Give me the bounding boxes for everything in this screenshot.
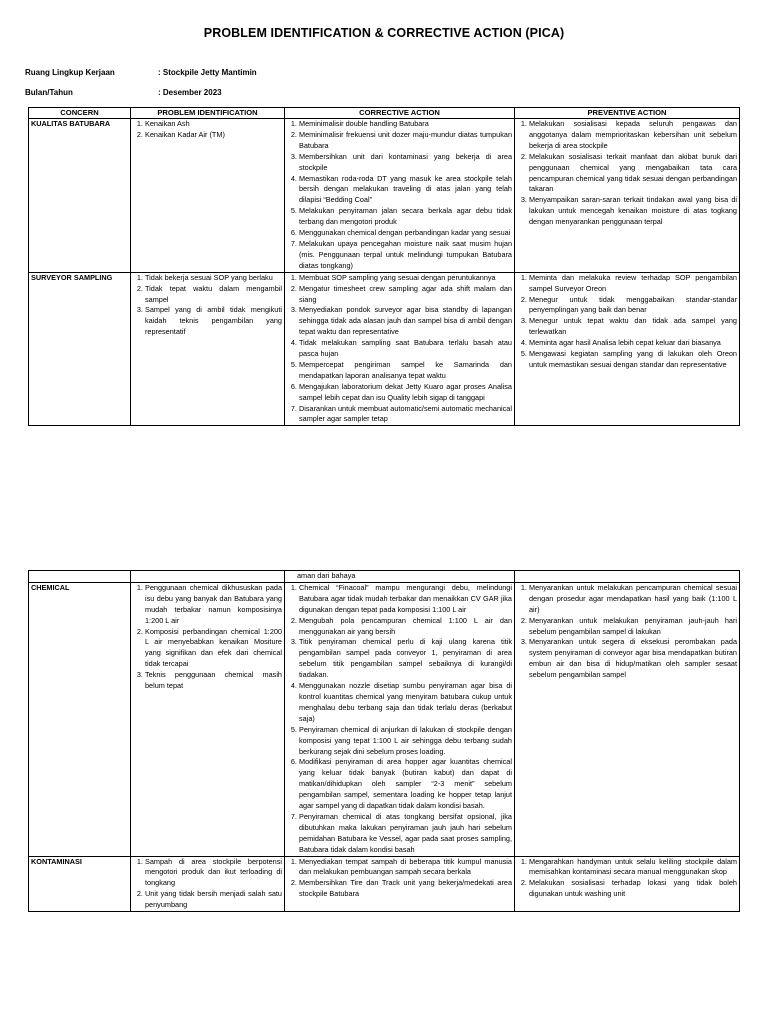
list-item: 1. Menyarankan untuk melakukan pencampuran chemical sesuai dengan prosedur agar mendapatkan hasil yang baik (1:100 L air) [529,583,737,616]
list-item: 3. Sampel yang di ambil tidak mengikuti kaidah teknis pengambilan yang representatif [145,305,282,338]
header-row [29,108,740,119]
list-item: 5. Melakukan penyiraman jalan secara berkala agar debu tidak terbang dan mengotori produk [299,206,512,228]
concern-cell: KUALITAS BATUBARA [29,119,131,273]
list-item: 4. Tidak melakukan sampling saat Batubara terlalu basah atau pasca hujan [299,338,512,360]
list-item: 1. Mengarahkan handyman untuk selalu keliling stockpile dalam memisahkan kontaminasi secara manual menggunakan skop [529,857,737,879]
continued-cell: aman dari bahaya [285,571,515,583]
list-item: 2. Meminimalisir frekuensi unit dozer maju-mundur diatas tumpukan Batubara [299,130,512,152]
list-item: 2. Mengubah pola pencampuran chemical 1:100 L air dan menggunakan air yang bersih [299,616,512,638]
table-row [29,582,740,856]
list-item: 1. Tidak bekerja sesuai SOP yang berlaku [145,273,282,284]
list-item: 2. Menegur untuk tidak menggabaikan standar-standar penyemplingan yang baik dan benar [529,295,737,317]
list-item: 2. Membersihkan Tire dan Track unit yang bekerja/medekati area stockpile Batubara [299,878,512,900]
list-item: 1. Penggunaan chemical dikhususkan pada isu debu yang banyak dan Batubara yang mudah terbakar namun komposisinya 1:200 L air [145,583,282,627]
problem-cell [131,119,285,273]
list-item: 7. Penyiraman chemical di atas tongkang bersifat opsional, jika dibutuhkan maka lakukan penyiraman jauh jauh hari sebelum pemidahan Batubara ke Vessel, agar pada saat proses sampling, Batubara tidak dalam kondisi basah [299,812,512,856]
list-item: 4. Menggunakan nozzle disetiap sumbu penyiraman agar bisa di kontrol kuantitas chemical yang menyiram batubara cukup untuk menghalau debu terbang saja dan tidak terlalu deras (berkabut saja) [299,681,512,725]
table-row [29,856,740,912]
concern-cell: KONTAMINASI [29,856,131,912]
list-item: 5. Mengawasi kegiatan sampling yang di lakukan oleh Oreon untuk memastikan sesuai dengan standar dan representative [529,349,737,371]
corrective-cell [285,582,515,856]
list-item: 1. Menyediakan tempat sampah di beberapa titik kumpul manusia dan melakukan pembuangan sampah secara berkala [299,857,512,879]
list-item: 1. Kenaikan Ash [145,119,282,130]
page-title: PROBLEM IDENTIFICATION & CORRECTIVE ACTION (PICA) [203,26,565,40]
continued-row [29,571,740,583]
table-row [29,272,740,426]
list-item: 7. Melakukan upaya pencegahan moisture naik saat musim hujan (mis. Penggunaan terpal untuk melindungi tumpukan Batubara diatas tongkang) [299,239,512,272]
list-item: 2. Tidak tepat waktu dalam mengambil sampel [145,284,282,306]
scope-value: : Stockpile Jetty Mantimin [158,68,257,77]
list-item: 3. Teknis penggunaan chemical masih belum tepat [145,670,282,692]
list-item: 6. Mengajukan laboratorium dekat Jetty Kuaro agar proses Analisa sampel lebih cepat dan isu Quality lebih sigap di tanggapi [299,382,512,404]
corrective-cell [285,856,515,912]
list-item: 5. Mempercepat pengiriman sampel ke Samarinda dan mendapatkan laporan analisanya tepat waktu [299,360,512,382]
list-item: 3. Menyarankan untuk segera di eksekusi perombakan pada system penyiraman di conveyor agar bisa mendapatkan butiran embun air dan bisa di hidup/matikan oleh sampler sesaat sebelum pengambilan sampel [529,637,737,681]
preventive-cell [515,272,740,426]
scope-row [25,68,257,77]
period-label: Bulan/Tahun [25,88,73,97]
preventive-cell [515,582,740,856]
list-item: 1. Meminta dan melakuka review terhadap SOP pengambilan sampel Surveyor Oreon [529,273,737,295]
concern-cell: SURVEYOR SAMPLING [29,272,131,426]
pica-table-page-1 [28,107,740,426]
period-value: : Desember 2023 [158,88,222,97]
header-corrective: CORRECTIVE ACTION [285,108,515,119]
list-item: 1. Membuat SOP sampling yang sesuai dengan peruntukannya [299,273,512,284]
list-item: 2. Kenaikan Kadar Air (TM) [145,130,282,141]
problem-cell [131,272,285,426]
problem-cell [131,582,285,856]
preventive-cell [515,856,740,912]
list-item: 2. Unit yang tidak bersih menjadi salah satu penyumbang [145,889,282,911]
list-item: 4. Meminta agar hasil Analisa lebih cepat keluar dari biasanya [529,338,737,349]
header-preventive: PREVENTIVE ACTION [515,108,740,119]
concern-cell: CHEMICAL [29,582,131,856]
list-item: 1. Melakukan sosialisasi kepada seluruh pengawas dan anggotanya dalam memprioritaskan kebersihan unit sebelum bekerja di area stockpile [529,119,737,152]
list-item: 1. Chemical “Finacoal” mampu mengurangi debu, melindungi Batubara agar tidak mudah terbakar dan menaikkan CV GAR jika digunakan dengan tepat pada komposisi 1:100 L air [299,583,512,616]
header-concern: CONCERN [29,108,131,119]
list-item: 3. Menegur untuk tepat waktu dan tidak ada sampel yang terlewatkan [529,316,737,338]
scope-label: Ruang Lingkup Kerjaan [25,68,115,77]
list-item: 4. Memastikan roda-roda DT yang masuk ke area stockpile telah bersih dengan melakukan traveling di atas jalan yang telah dilapisi “Bedding Coal” [299,174,512,207]
list-item: 1. Sampah di area stockpile berpotensi mengotori produk dan ikut terloading di tongkang [145,857,282,890]
list-item: 3. Menyampaikan saran-saran terkait tindakan awal yang bisa di lakukan untuk mencegah kenaikan moisture di atas togkang dengan menyarankan penggunaan terpal [529,195,737,228]
pica-table-page-2 [28,570,740,912]
corrective-cell [285,272,515,426]
corrective-cell [285,119,515,273]
table-row [29,119,740,273]
list-item: 6. Modifikasi penyiraman di area hopper agar kuantitas chemical yang keluar tidak banyak (butiran kabut) dan dapat di matikan/dihidupkan oleh sampler “2-3 menit” sebelum pengambilan sampel, sementara loading ke hopper tetap lanjut agar sampel yang di dapatkan tidak dalam kondisi basah. [299,757,512,812]
period-row [25,88,222,97]
list-item: 2. Mengatur timesheet crew sampling agar ada shift malam dan siang [299,284,512,306]
list-item: 6. Menggunakan chemical dengan perbandingan kadar yang sesuai [299,228,512,239]
list-item: 3. Menyediakan pondok surveyor agar bisa standby di lapangan sehingga tidak ada alasan jauh dan sampel bisa di ambil dengan tepat waktu dan representative [299,305,512,338]
list-item: 7. Disarankan untuk membuat automatic/semi automatic mechanical sampler agar sampler tetap [299,404,512,426]
list-item: 5. Penyiraman chemical di anjurkan di lakukan di stockpile dengan komposisi yang tepat 1:100 L air sehingga debu terbang sudah berkurang sejak dini sebelum proses loading. [299,725,512,758]
problem-cell [131,856,285,912]
list-item: 2. Melakukan sosialisasi terkait manfaat dan akibat buruk dari penggunaan chemical yang mengabaikan tata cara pencampuran chemical yang tidak sesuai dengan perbandingan takaran [529,152,737,196]
list-item: 2. Melakukan sosialisasi terhadap lokasi yang tidak boleh digunakan untuk washing unit [529,878,737,900]
list-item: 1. Meminimalisir double handling Batubara [299,119,512,130]
list-item: 2. Komposisi perbandingan chemical 1:200 L air menyebabkan kenaikan Mositure yang signifikan dan efek dari chemical tidak tercapai [145,627,282,671]
list-item: 3. Titik penyiraman chemical perlu di kaji ulang karena titik pengambilan sampel pada conveyor 1, penyiraman di area sebelum titik pengambilan sampel sebaiknya di kurangi/di tiadakan. [299,637,512,681]
preventive-cell [515,119,740,273]
list-item: 3. Membersihkan unit dari kontaminasi yang bekerja di area stockpile [299,152,512,174]
list-item: 2. Menyarankan untuk melakukan penyiraman jauh-jauh hari sebelum pengambilan sampel di lakukan [529,616,737,638]
header-problem: PROBLEM IDENTIFICATION [131,108,285,119]
